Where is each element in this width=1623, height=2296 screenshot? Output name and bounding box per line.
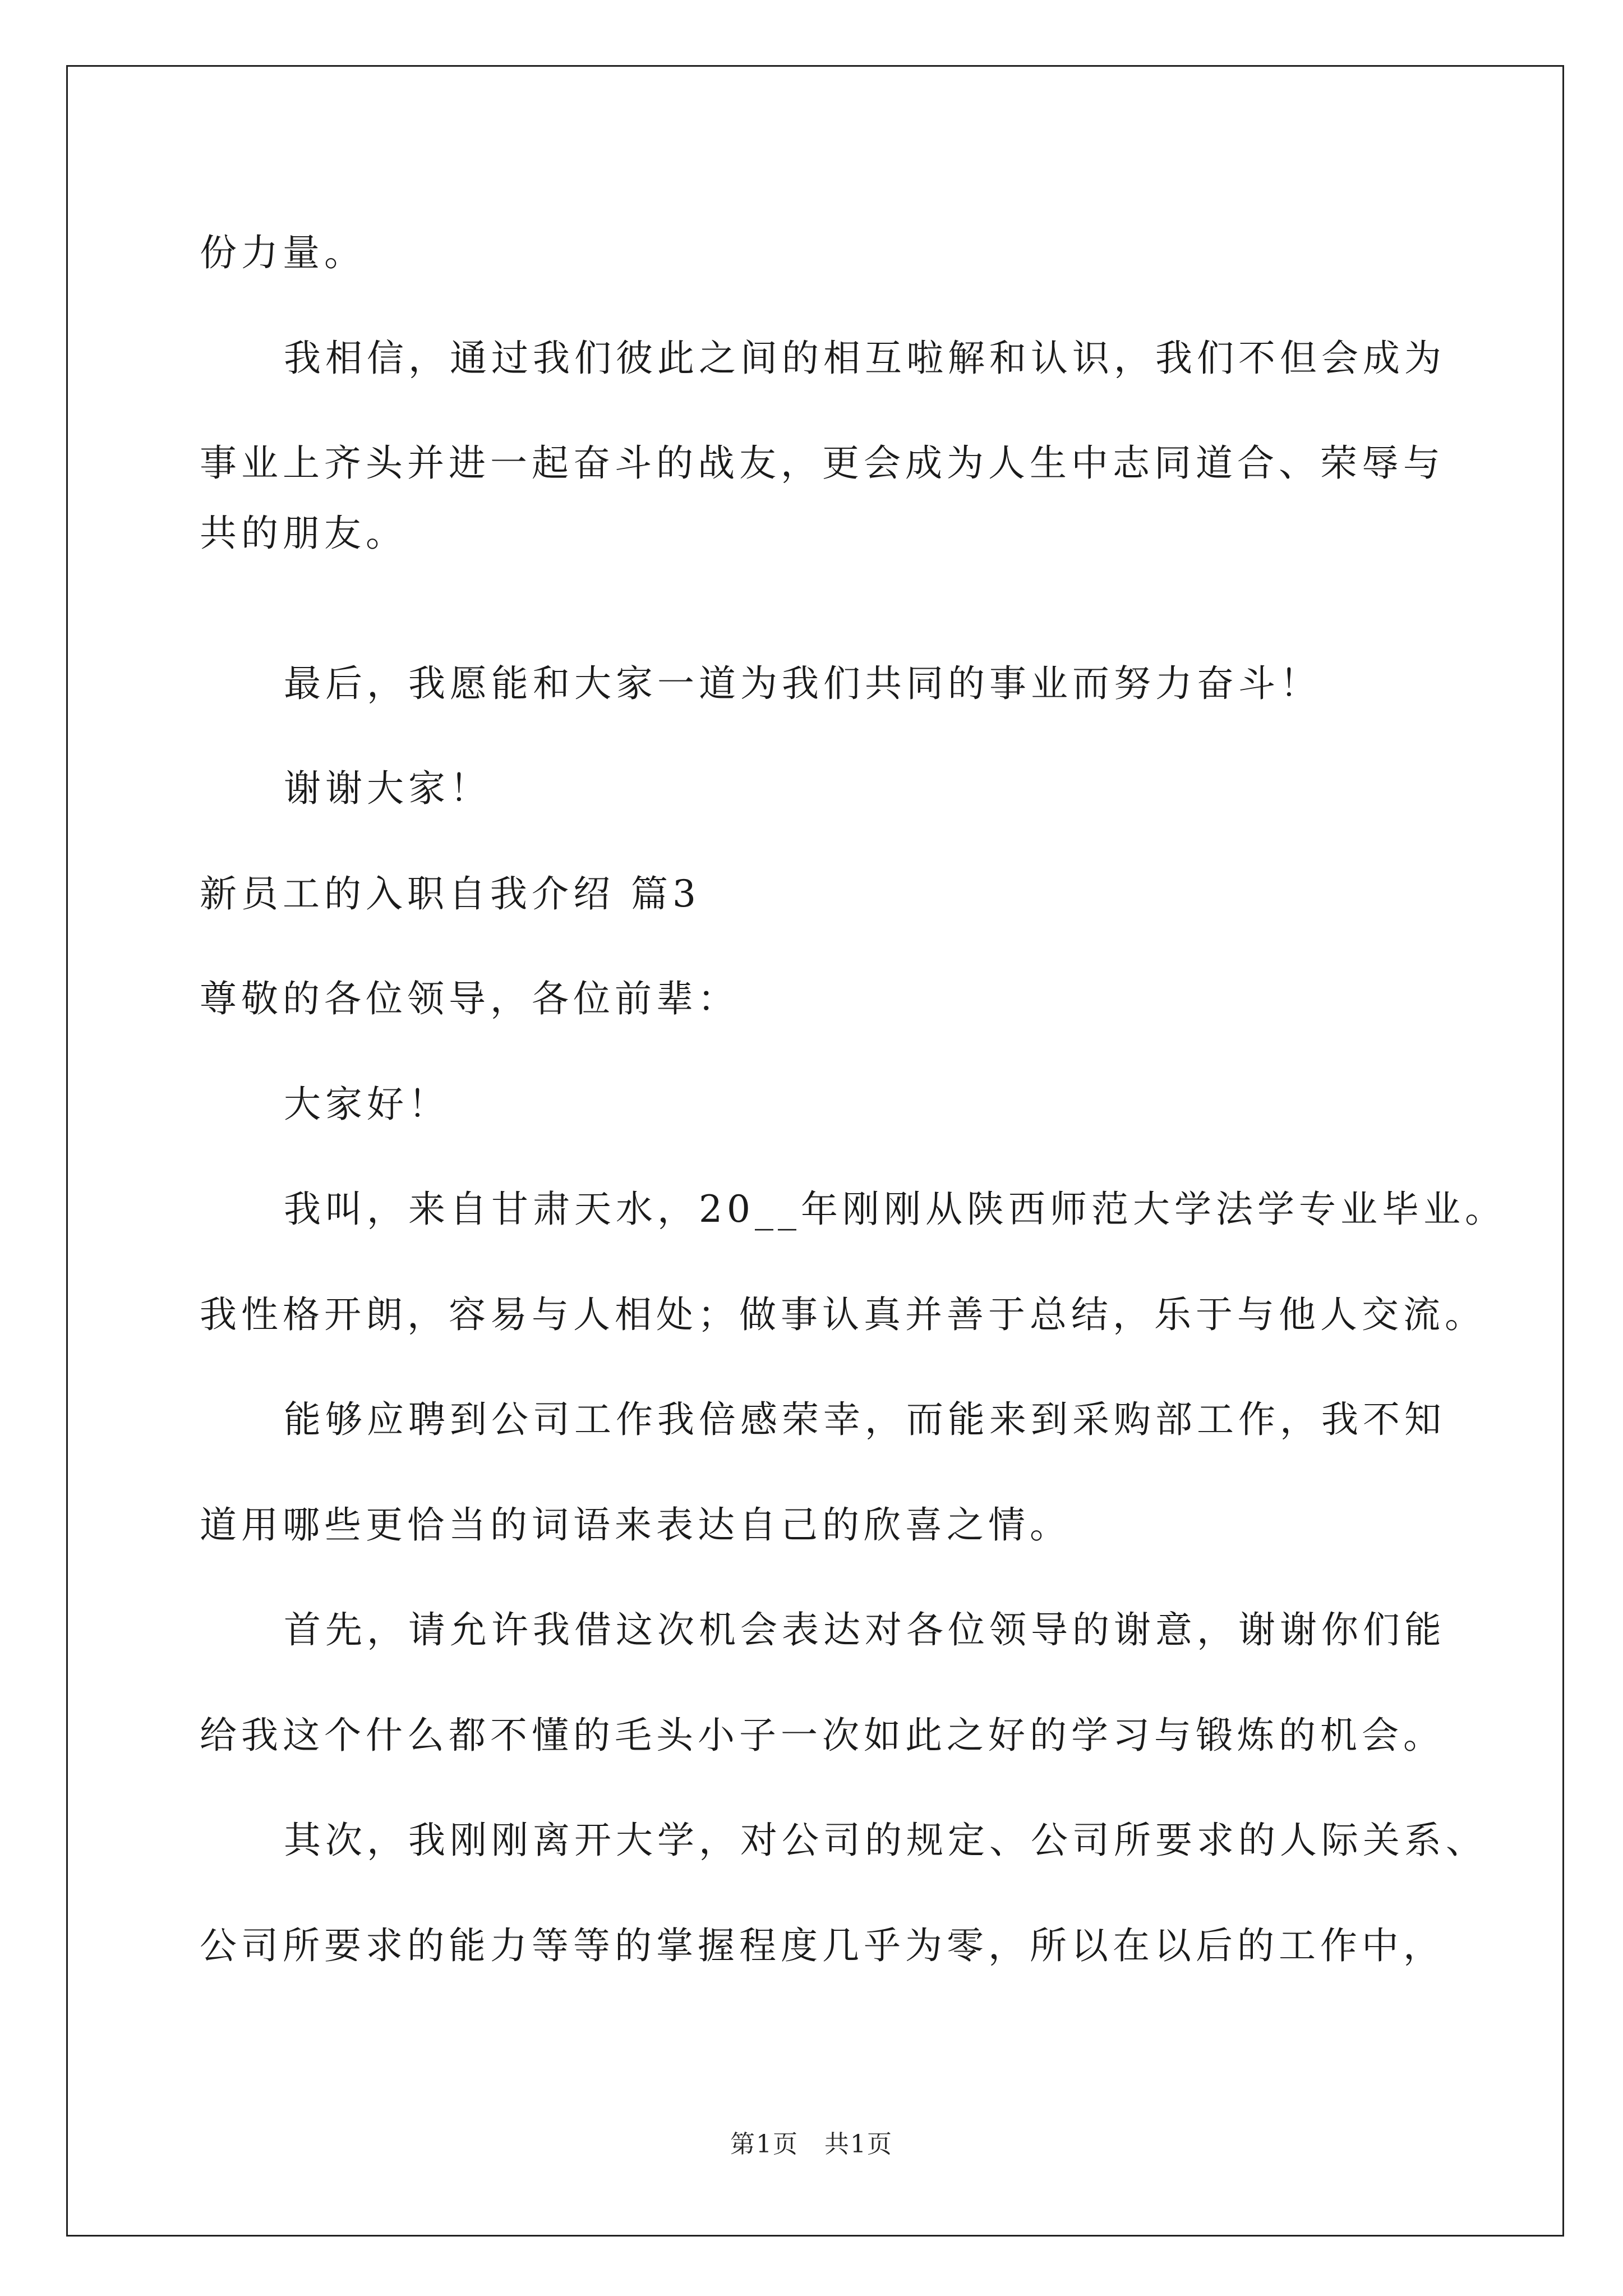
text-line: 给我这个什么都不懂的毛头小子一次如此之好的学习与锻炼的机会。 xyxy=(200,1714,1445,1757)
page-border xyxy=(66,65,1564,2237)
salutation: 尊敬的各位领导，各位前辈： xyxy=(200,977,739,1020)
text-line: 我相信，通过我们彼此之间的相互啦解和认识，我们不但会成为 xyxy=(284,337,1446,380)
text-line: 大家好！ xyxy=(284,1083,450,1126)
text-line: 我叫，来自甘肃天水，20__年刚刚从陕西师范大学法学专业毕业。 xyxy=(284,1188,1506,1231)
text-line: 共的朋友。 xyxy=(200,512,407,555)
page-footer: 第1页 共1页 xyxy=(730,2130,893,2159)
text-line: 最后，我愿能和大家一道为我们共同的事业而努力奋斗！ xyxy=(284,662,1321,705)
text-line: 谢谢大家！ xyxy=(284,767,491,810)
text-line: 我性格开朗，容易与人相处；做事认真并善于总结，乐于与他人交流。 xyxy=(200,1293,1486,1336)
section-heading: 新员工的入职自我介绍 篇3 xyxy=(200,872,700,915)
text-line: 事业上齐头并进一起奋斗的战友，更会成为人生中志同道合、荣辱与 xyxy=(200,441,1445,485)
text-line: 首先，请允许我借这次机会表达对各位领导的谢意，谢谢你们能 xyxy=(284,1608,1446,1651)
text-line: 能够应聘到公司工作我倍感荣幸，而能来到采购部工作，我不知 xyxy=(284,1398,1446,1441)
text-line: 份力量。 xyxy=(200,231,366,274)
text-line: 其次，我刚刚离开大学，对公司的规定、公司所要求的人际关系、 xyxy=(284,1819,1487,1862)
text-line: 公司所要求的能力等等的掌握程度几乎为零，所以在以后的工作中， xyxy=(200,1924,1445,1967)
text-line: 道用哪些更恰当的词语来表达自己的欣喜之情。 xyxy=(200,1503,1071,1547)
